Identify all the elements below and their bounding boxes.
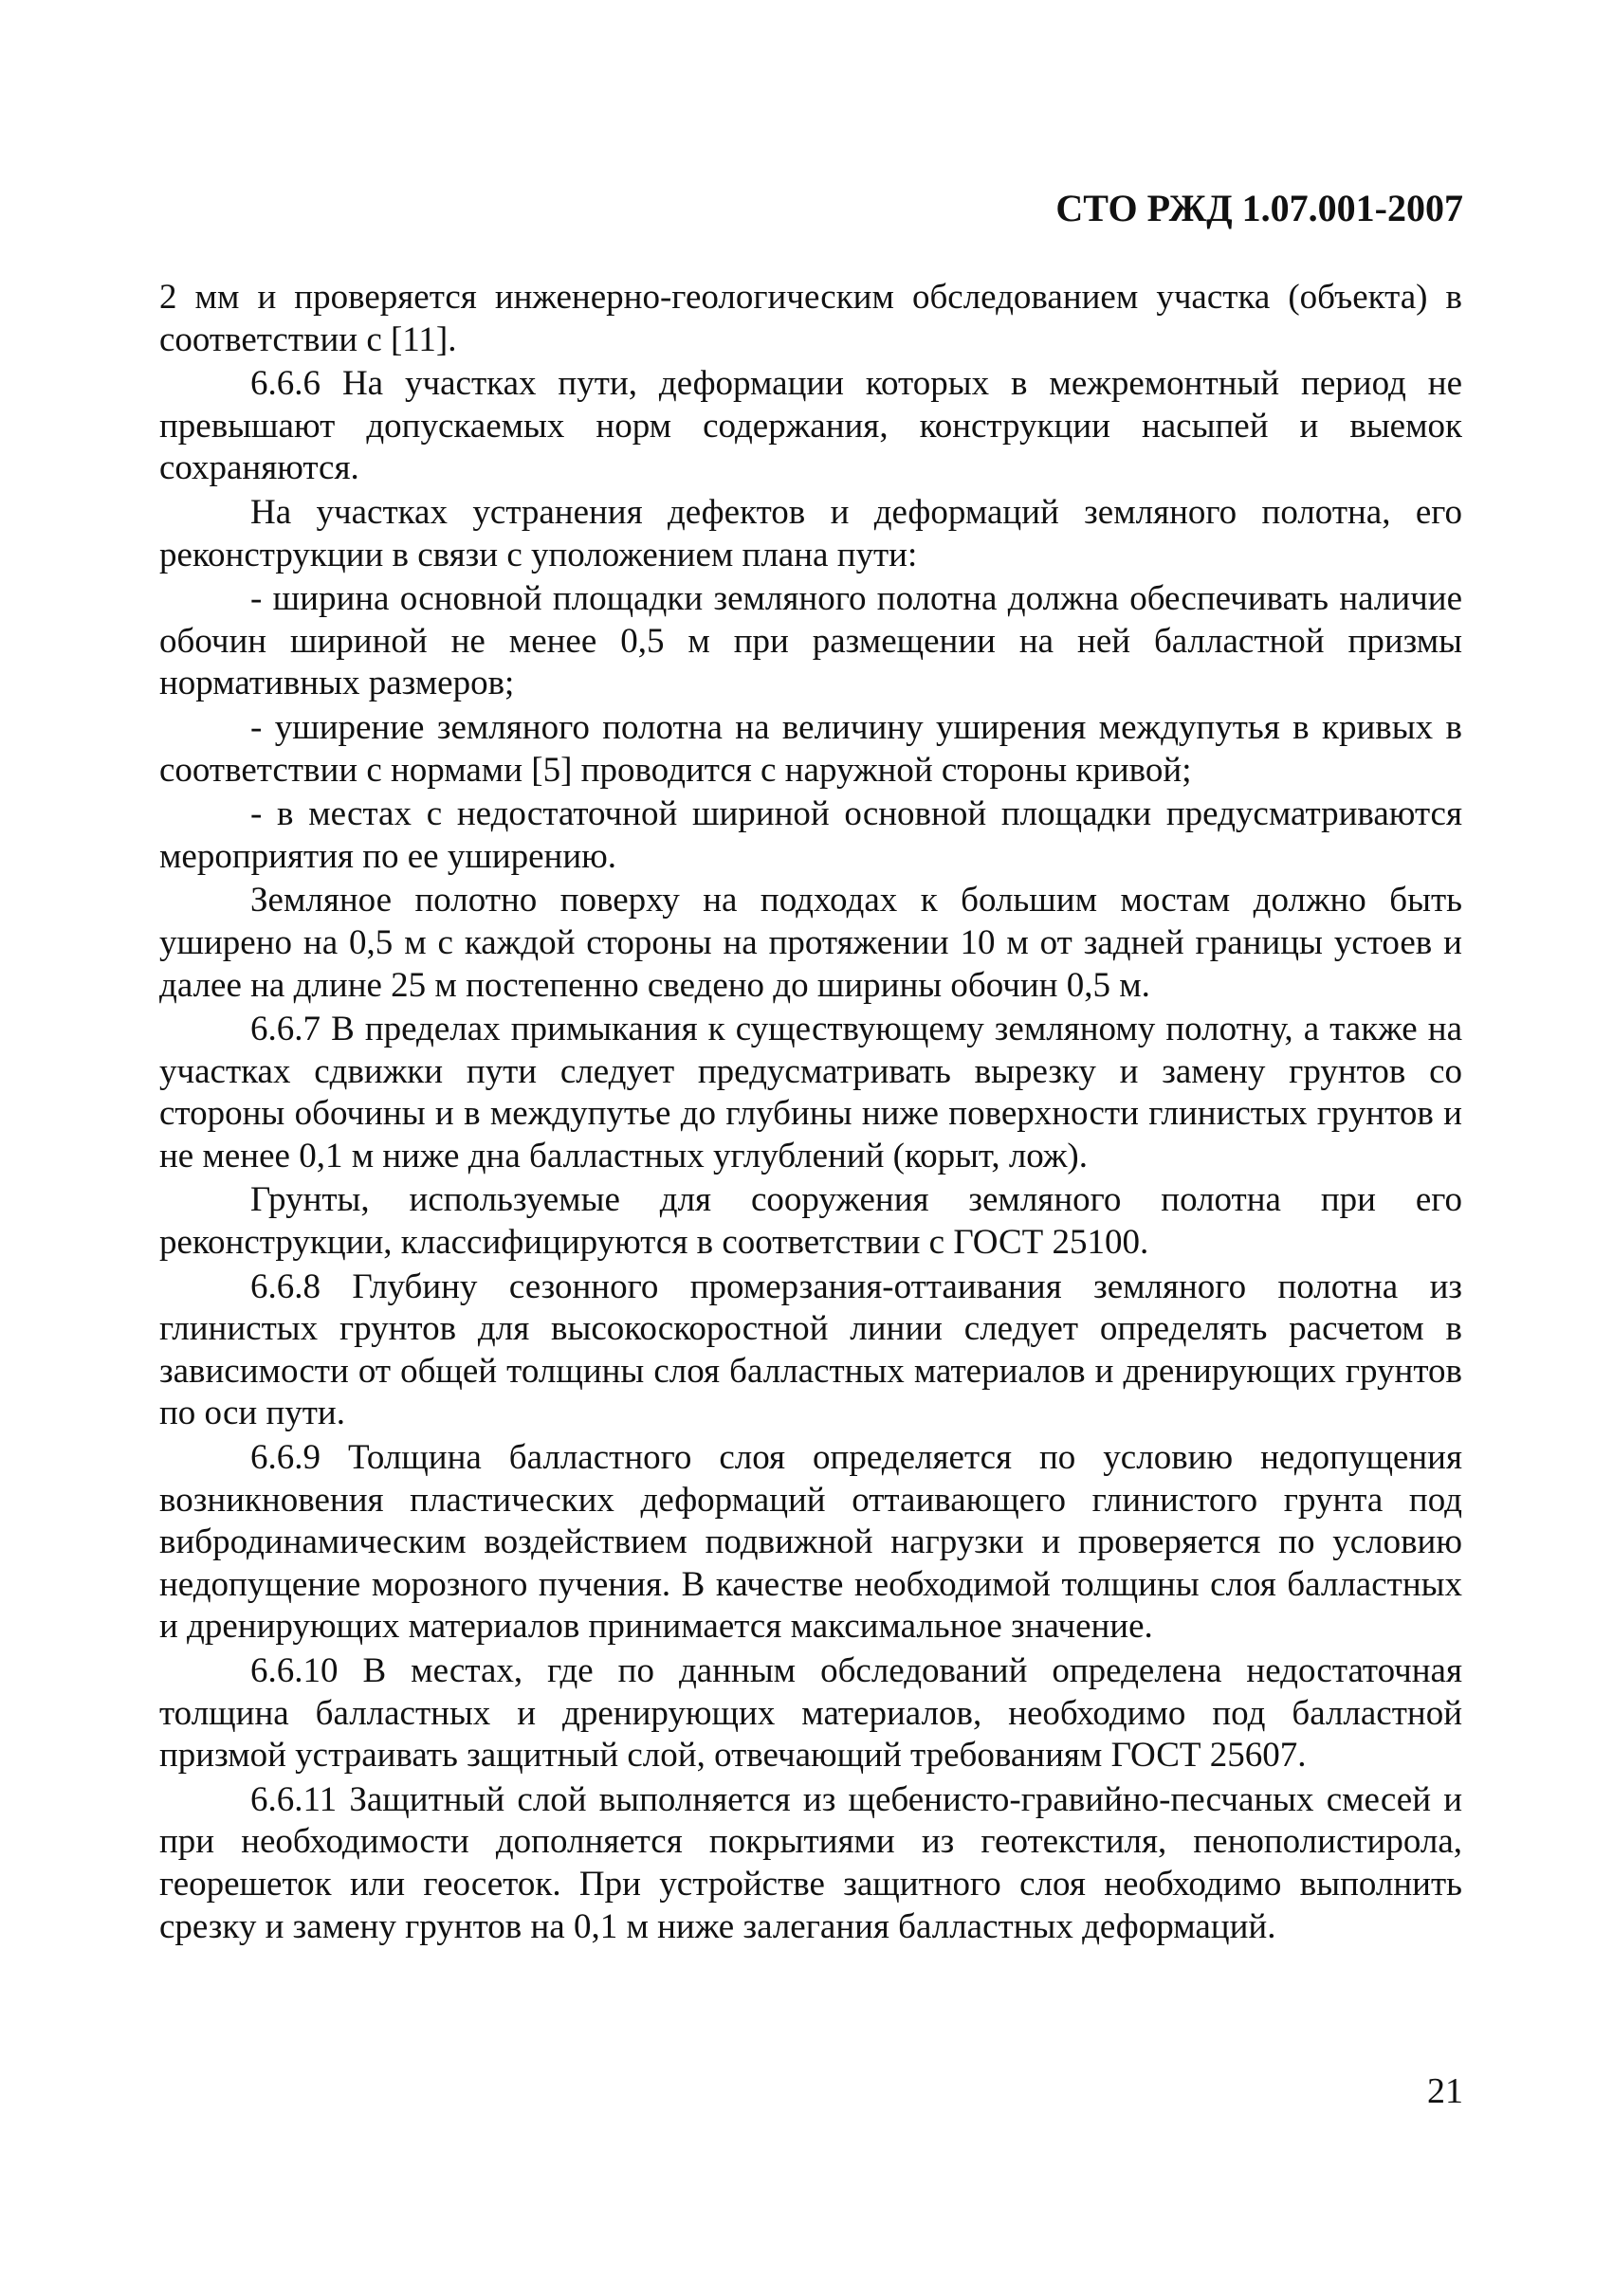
page-number: 21 [1427, 2071, 1463, 2111]
paragraph-6-6-8: 6.6.8 Глубину сезонного промерзания-оттаивания земляного полотна из глинистых грунтов для высокоскоростной линии следует определять расчетом в зависимости от общей толщины слоя балластных материалов и дренирующих грунтов по оси пути. [159, 1266, 1462, 1433]
list-item-insufficient-width: - в местах с недостаточной шириной основной площадки предусматриваются мероприятия по ее уширению. [159, 794, 1462, 876]
document-code-header: СТО РЖД 1.07.001-2007 [1055, 187, 1463, 229]
paragraph-bridge-approaches: Земляное полотно поверху на подходах к большим мостам должно быть уширено на 0,5 м с каждой стороны на протяжении 10 м от задней границы устоев и далее на длине 25 м постепенно сведено до ширины обочин 0,5 м. [159, 881, 1462, 1005]
paragraph-6-6-11: 6.6.11 Защитный слой выполняется из щебенисто-гравийно-песчаных смесей и при необходимости дополняется покрытиями из геотекстиля, пенополистирола, георешеток или геосеток. При устройстве защитного слоя необходимо выполнить срезку и замену грунтов на 0,1 м ниже залегания балластных деформаций. [159, 1779, 1462, 1946]
paragraph-6-6-9: 6.6.9 Толщина балластного слоя определяется по условию недопущения возникновения пластических деформаций оттаивающего глинистого грунта под вибродинамическим воздействием подвижной нагрузки и проверяется по условию недопущение морозного пучения. В качестве необходимой толщины слоя балластных и дренирующих материалов принимается максимальное значение. [159, 1438, 1462, 1647]
paragraph-defect-areas: На участках устранения дефектов и деформаций земляного полотна, его реконструкции в связи с уположением плана пути: [159, 492, 1462, 574]
paragraph-6-6-10: 6.6.10 В местах, где по данным обследований определена недостаточная толщина балластных и дренирующих материалов, необходимо под балластной призмой устраивать защитный слой, отвечающий требованиям ГОСТ 25607. [159, 1651, 1462, 1776]
paragraph-soils-classification: Грунты, используемые для сооружения земляного полотна при его реконструкции, классифицируются в соответствии с ГОСТ 25100. [159, 1180, 1462, 1263]
paragraph-6-6-7: 6.6.7 В пределах примыкания к существующему земляному полотну, а также на участках сдвижки пути следует предусматривать вырезку и замену грунтов со стороны обочины и в междупутье до глубины ниже поверхности глинистых грунтов и не менее 0,1 м ниже дна балластных углублений (корыт, лож). [159, 1010, 1462, 1175]
paragraph-6-6-6: 6.6.6 На участках пути, деформации которых в межремонтный период не превышают допускаемых норм содержания, конструкции насыпей и выемок сохраняются. [159, 364, 1462, 488]
paragraph-continuation: 2 мм и проверяется инженерно-геологическим обследованием участка (объекта) в соответствии с [11]. [159, 278, 1462, 359]
document-body [159, 277, 1462, 1950]
list-item-widening: - уширение земляного полотна на величину уширения междупутья в кривых в соответствии с нормами [5] проводится с наружной стороны кривой; [159, 707, 1462, 790]
list-item-platform-width: - ширина основной площадки земляного полотна должна обеспечивать наличие обочин шириной не менее 0,5 м при размещении на ней балластной призмы нормативных размеров; [159, 579, 1462, 703]
